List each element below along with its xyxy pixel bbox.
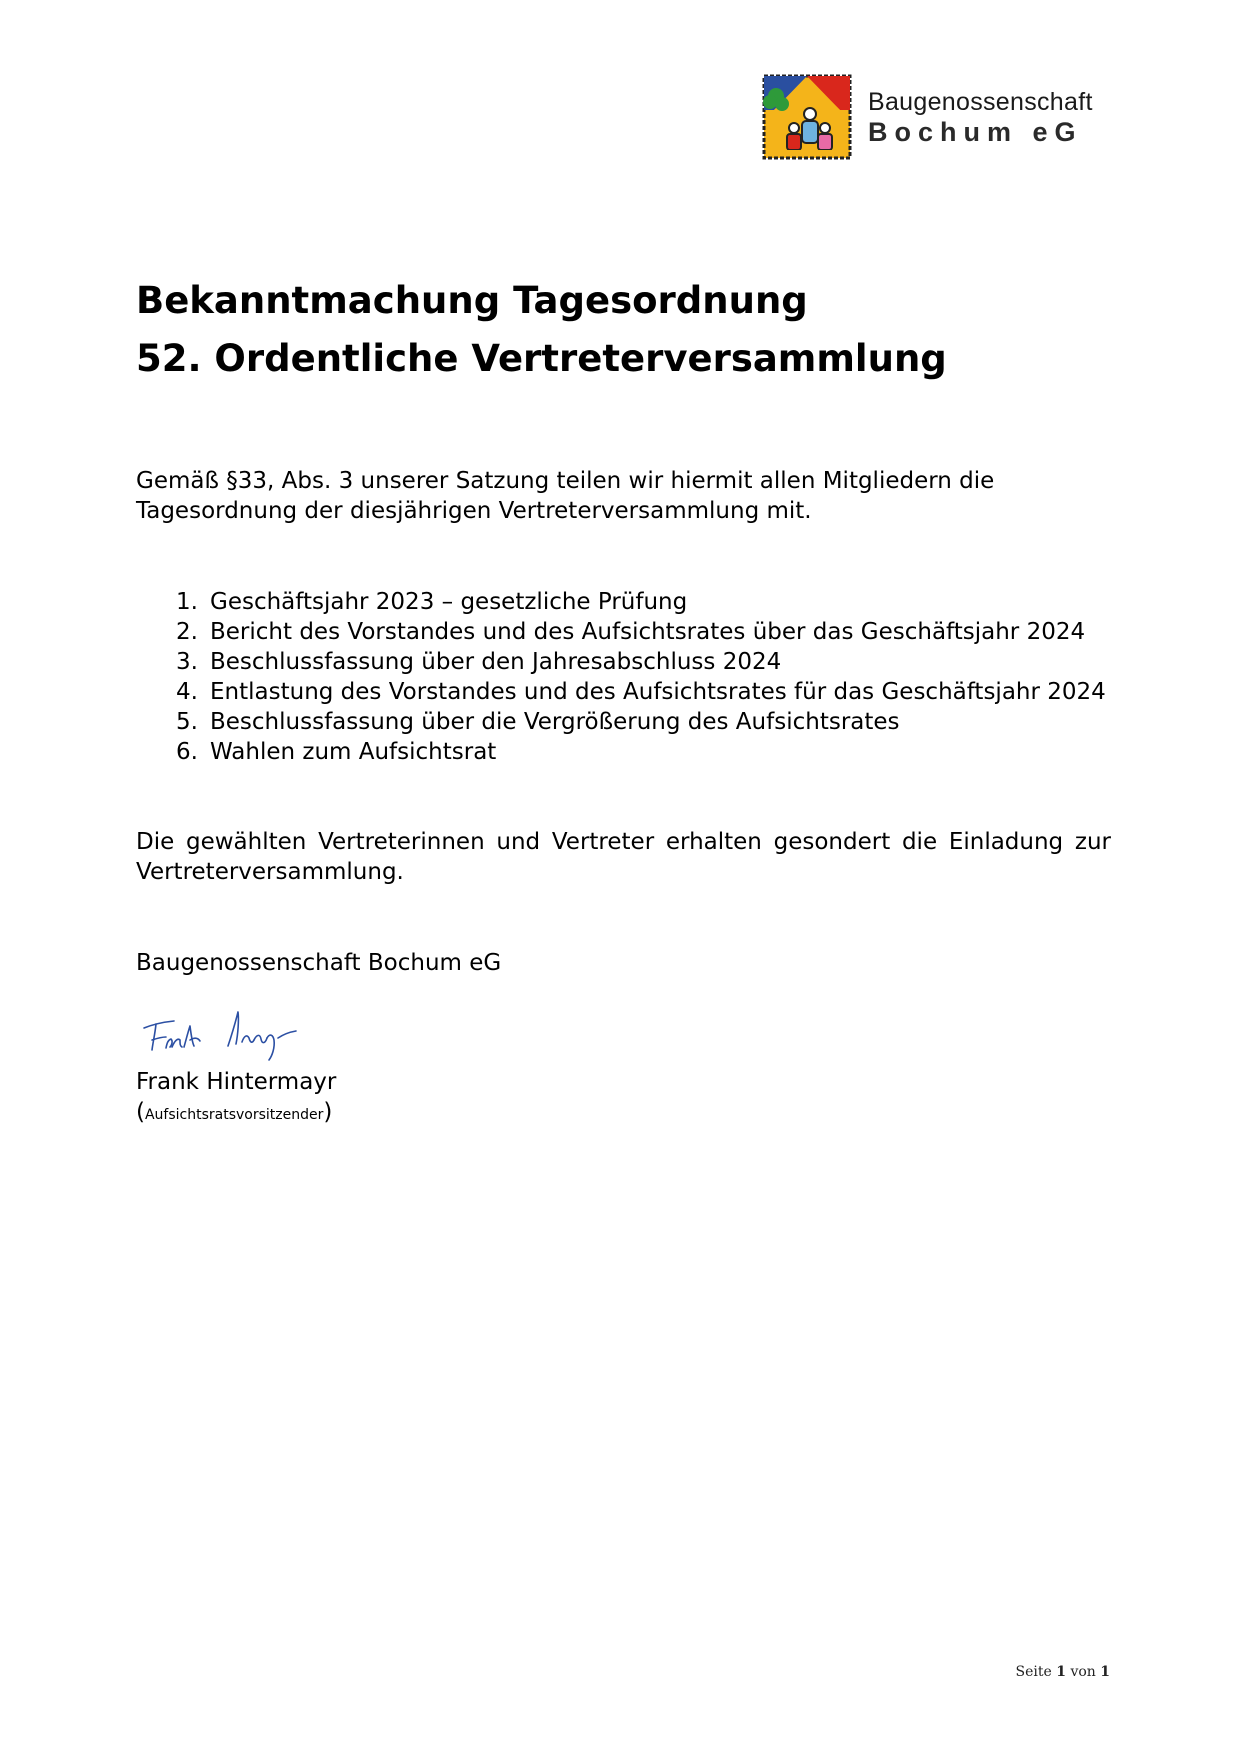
page-title <box>136 272 947 388</box>
role-text: Aufsichtsratsvorsitzender <box>144 1107 324 1123</box>
agenda-item <box>136 587 1106 617</box>
role-open-paren: ( <box>136 1099 145 1125</box>
role-close-paren: ) <box>323 1099 333 1125</box>
signer-role <box>136 1097 332 1130</box>
agenda-item <box>136 617 1106 647</box>
agenda-item-text: Wahlen zum Aufsichtsrat <box>210 739 497 765</box>
agenda-item <box>136 677 1106 707</box>
page-number <box>1016 1664 1110 1680</box>
logo-line-2: Bochum eG <box>868 117 1083 147</box>
of-word: von <box>1070 1664 1096 1680</box>
company-logo <box>762 74 1093 160</box>
agenda-item-text: Bericht des Vorstandes und des Aufsichtsrates über das Geschäftsjahr 2024 <box>210 619 1086 645</box>
agenda-item <box>136 647 1106 677</box>
agenda-list <box>136 587 1106 767</box>
total-pages: 1 <box>1100 1664 1110 1680</box>
intro-paragraph: Gemäß §33, Abs. 3 unserer Satzung teilen wir hiermit allen Mitgliedern die Tagesordnung der diesjährigen Vertreterversammlung mit. <box>136 468 995 524</box>
agenda-item-text: Entlastung des Vorstandes und des Aufsichtsrates für das Geschäftsjahr 2024 <box>210 679 1106 705</box>
agenda-item-text: Beschlussfassung über den Jahresabschluss 2024 <box>210 649 782 675</box>
agenda-item-number: 1. <box>176 589 198 615</box>
title-line-1: Bekanntmachung Tagesordnung <box>136 279 808 322</box>
current-page: 1 <box>1056 1664 1066 1680</box>
agenda-item-text: Beschlussfassung über die Vergrößerung des Aufsichtsrates <box>210 709 900 735</box>
agenda-item-number: 2. <box>176 619 198 645</box>
agenda-item-number: 5. <box>176 709 198 735</box>
agenda-item-number: 3. <box>176 649 198 675</box>
agenda-item <box>136 707 1106 737</box>
agenda-item-text: Geschäftsjahr 2023 – gesetzliche Prüfung <box>210 589 688 615</box>
logo-line-1: Baugenossenschaft <box>868 88 1093 116</box>
page-word: Seite <box>1015 1664 1052 1680</box>
handwritten-signature <box>140 1000 320 1070</box>
signer-name: Frank Hintermayr <box>136 1069 337 1095</box>
agenda-item <box>136 737 1106 767</box>
house-family-logo-icon <box>762 74 852 160</box>
organization-name: Baugenossenschaft Bochum eG <box>136 950 502 976</box>
title-line-2: 52. Ordentliche Vertreterversammlung <box>136 337 947 380</box>
closing-paragraph: Die gewählten Vertreterinnen und Vertreter erhalten gesondert die Einladung zur Vertreterversammlung. <box>136 829 1111 885</box>
agenda-item-number: 6. <box>176 739 198 765</box>
agenda-item-number: 4. <box>176 679 198 705</box>
